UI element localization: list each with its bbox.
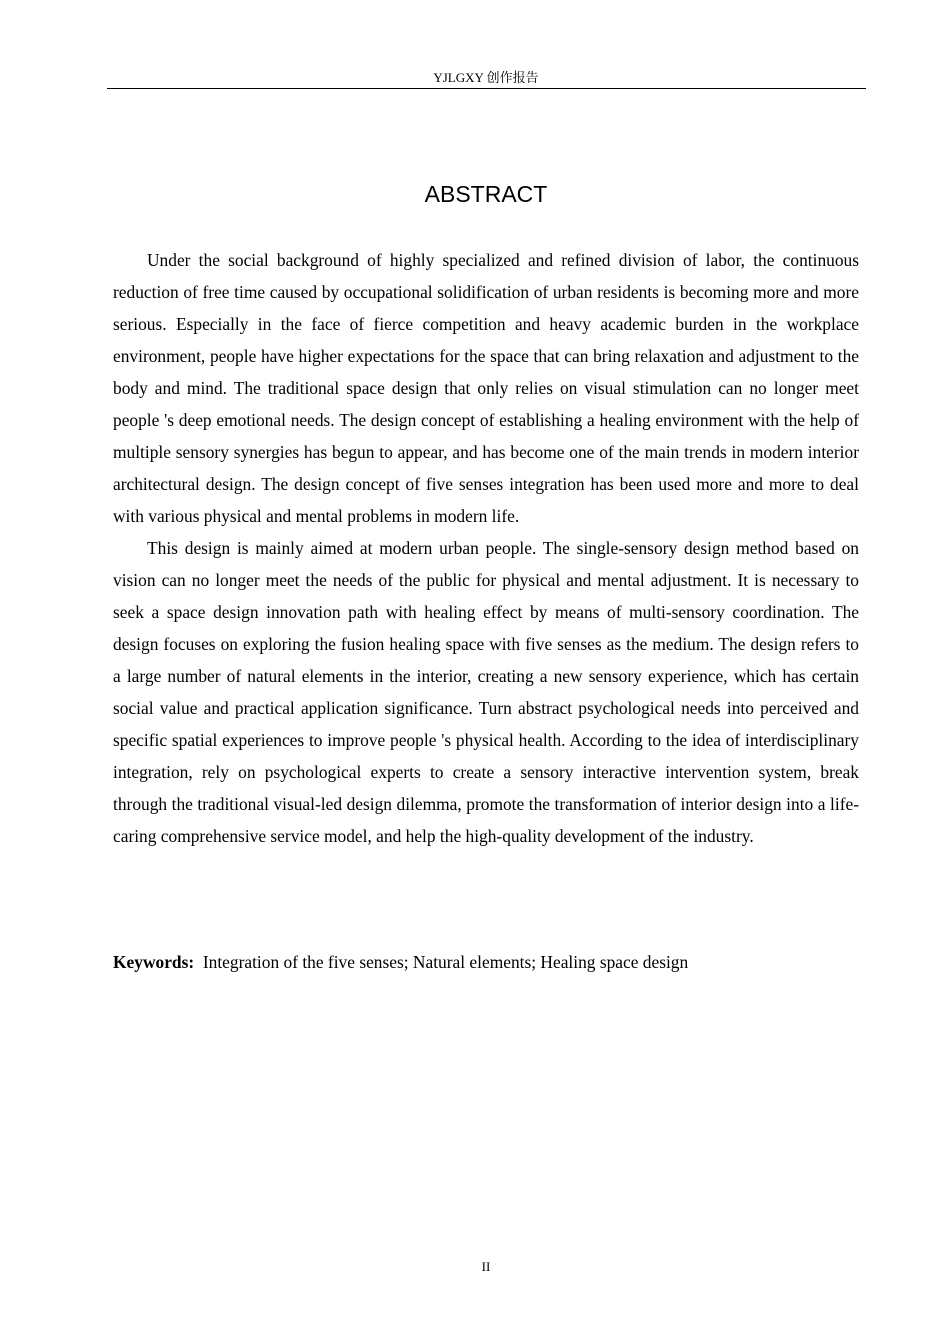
abstract-paragraph-1: Under the social background of highly specialized and refined division of labor, the continuous reduction of free time caused by occupational solidification of urban residents is becoming more and more serious. Especially in the face of fierce competition and heavy academic burden in the workplace environment, people have higher expectations for the space that can bring relaxation and adjustment to the body and mind. The traditional space design that only relies on visual stimulation can no longer meet people 's deep emotional needs. The design concept of establishing a healing environment with the help of multiple sensory synergies has begun to appear, and has become one of the main trends in modern interior architectural design. The design concept of five senses integration has been used more and more to deal with various physical and mental problems in modern life. bbox=[113, 250, 859, 526]
running-header: YJLGXY 创作报告 bbox=[433, 70, 539, 85]
abstract-body bbox=[113, 244, 859, 852]
keywords-line bbox=[113, 946, 859, 978]
keywords-text: Integration of the five senses; Natural elements; Healing space design bbox=[202, 952, 689, 972]
header-rule bbox=[107, 88, 866, 89]
abstract-title: ABSTRACT bbox=[424, 181, 548, 207]
abstract-paragraph-2: This design is mainly aimed at modern urban people. The single-sensory design method based on vision can no longer meet the needs of the public for physical and mental adjustment. It is necessary to seek a space design innovation path with healing effect by means of multi-sensory coordination. The design focuses on exploring the fusion healing space with five senses as the medium. The design refers to a large number of natural elements in the interior, creating a new sensory experience, which has certain social value and practical application significance. Turn abstract psychological needs into perceived and specific spatial experiences to improve people 's physical health. According to the idea of interdisciplinary integration, rely on psychological experts to create a sensory interactive intervention system, break through the traditional visual-led design dilemma, promote the transformation of interior design into a life-caring comprehensive service model, and help the high-quality development of the industry. bbox=[113, 538, 859, 846]
page-number: II bbox=[481, 1259, 491, 1274]
keywords-label: Keywords: bbox=[113, 952, 195, 972]
